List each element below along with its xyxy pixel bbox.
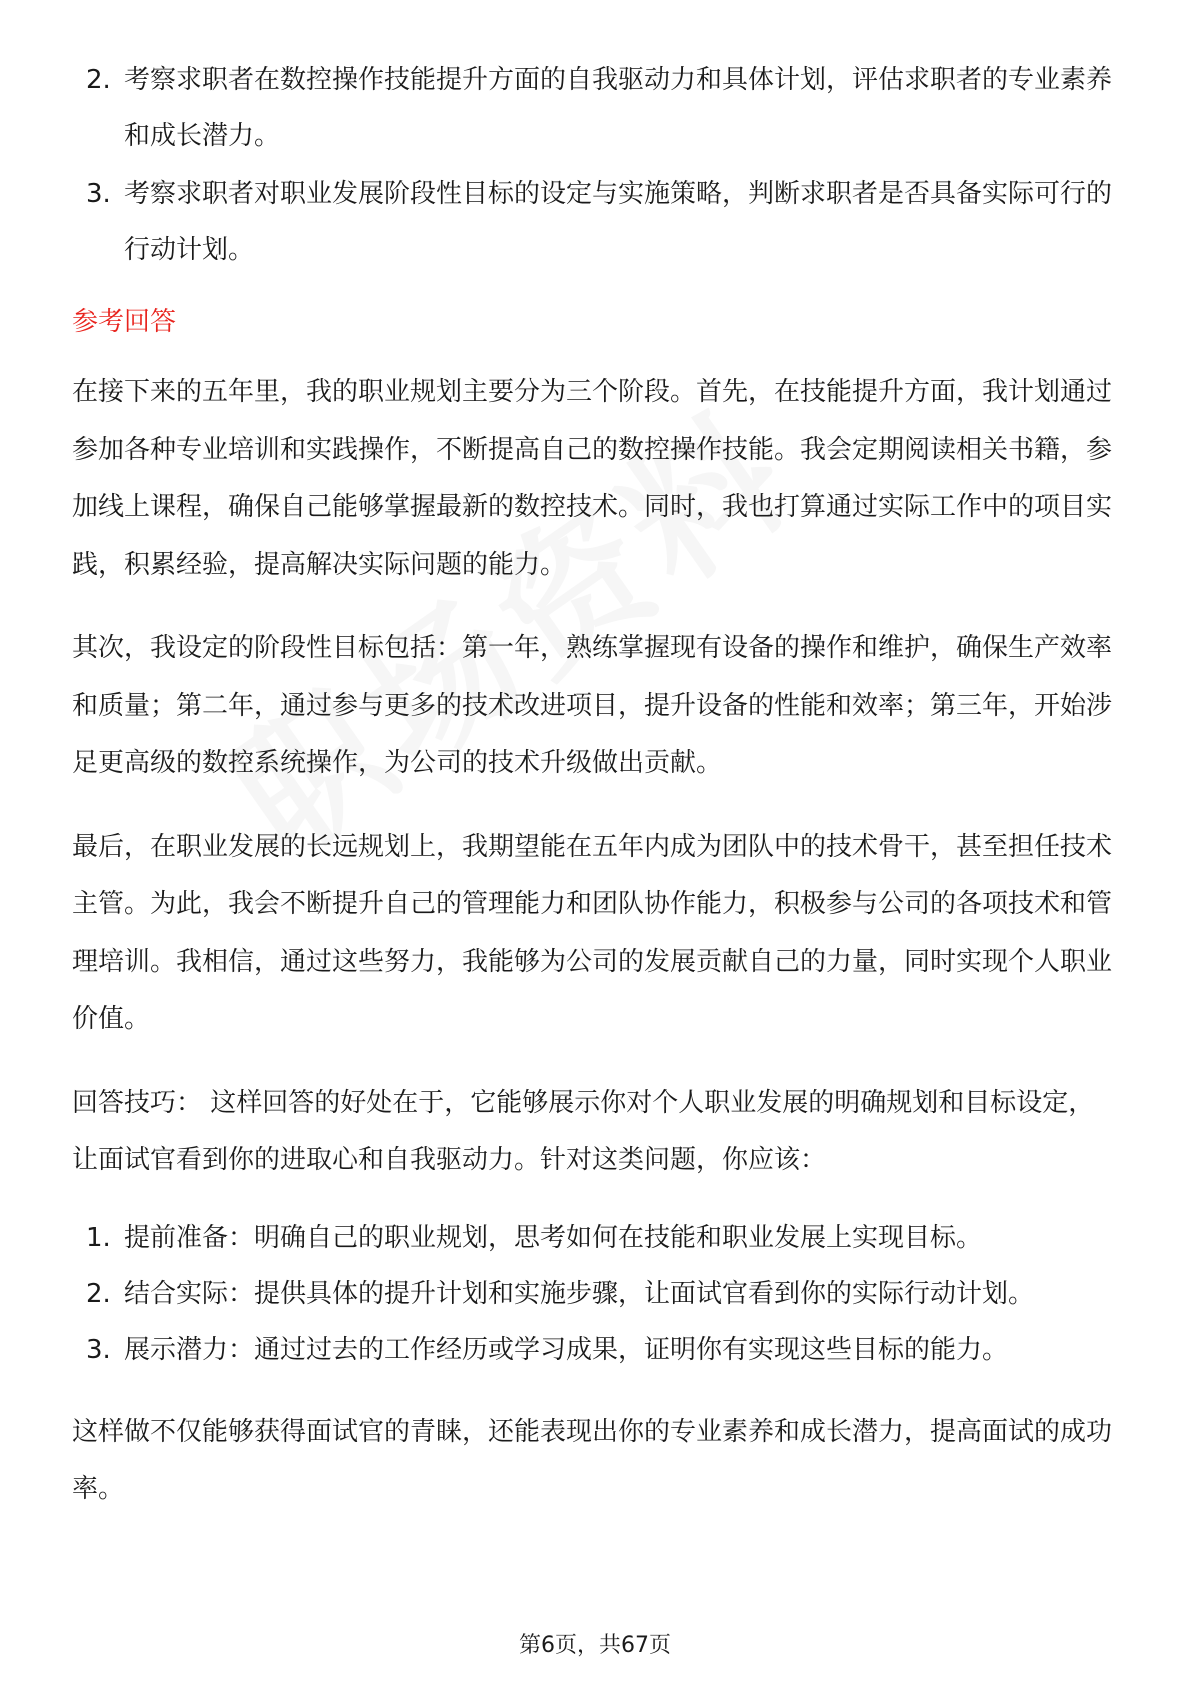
answer-paragraph: 最后，在职业发展的长远规划上，我期望能在五年内成为团队中的技术骨干，甚至担任技术主管。为此，我会不断提升自己的管理能力和团队协作能力，积极参与公司的各项技术和管理培训。我相信，通过这些努力，我能够为公司的发展贡献自己的力量，同时实现个人职业价值。 bbox=[72, 831, 1113, 1034]
list-number: 1. bbox=[86, 1222, 111, 1253]
list-text: 结合实际：提供具体的提升计划和实施步骤，让面试官看到你的实际行动计划。 bbox=[124, 1278, 1035, 1309]
list-text: 考察求职者在数控操作技能提升方面的自我驱动力和具体计划，评估求职者的专业素养和成长潜力。 bbox=[124, 65, 1113, 151]
closing-paragraph: 这样做不仅能够获得面试官的青睐，还能表现出你的专业素养和成长潜力，提高面试的成功率。 bbox=[72, 1416, 1113, 1504]
page-content bbox=[72, 52, 1120, 1519]
list-item bbox=[72, 1210, 1120, 1266]
list-number: 2. bbox=[86, 1278, 111, 1309]
list-item bbox=[72, 1266, 1120, 1322]
answer-paragraph: 其次，我设定的阶段性目标包括：第一年，熟练掌握现有设备的操作和维护，确保生产效率和质量；第二年，通过参与更多的技术改进项目，提升设备的性能和效率；第三年，开始涉足更高级的数控系统操作，为公司的技术升级做出贡献。 bbox=[72, 633, 1113, 778]
tips-intro-paragraph: 回答技巧： 这样回答的好处在于，它能够展示你对个人职业发展的明确规划和目标设定，让面试官看到你的进取心和自我驱动力。针对这类问题，你应该： bbox=[72, 1087, 1095, 1175]
tips-list bbox=[72, 1210, 1120, 1378]
list-item bbox=[72, 1322, 1120, 1378]
list-number: 2. bbox=[86, 65, 111, 95]
list-text: 考察求职者对职业发展阶段性目标的设定与实施策略，判断求职者是否具备实际可行的行动计划。 bbox=[124, 179, 1113, 265]
section-title: 参考回答 bbox=[72, 307, 177, 337]
list-number: 3. bbox=[86, 1334, 111, 1365]
list-item bbox=[72, 52, 1120, 164]
list-number: 3. bbox=[86, 179, 111, 209]
list-text: 提前准备：明确自己的职业规划，思考如何在技能和职业发展上实现目标。 bbox=[124, 1222, 983, 1253]
list-text: 展示潜力：通过过去的工作经历或学习成果，证明你有实现这些目标的能力。 bbox=[124, 1334, 1009, 1365]
list-item bbox=[72, 166, 1120, 278]
page-number: 第6页，共67页 bbox=[519, 1633, 671, 1658]
answer-paragraph: 在接下来的五年里，我的职业规划主要分为三个阶段。首先，在技能提升方面，我计划通过参加各种专业培训和实践操作，不断提高自己的数控操作技能。我会定期阅读相关书籍，参加线上课程，确保自己能够掌握最新的数控技术。同时，我也打算通过实际工作中的项目实践，积累经验，提高解决实际问题的能力。 bbox=[72, 377, 1113, 580]
objective-list bbox=[72, 52, 1120, 278]
